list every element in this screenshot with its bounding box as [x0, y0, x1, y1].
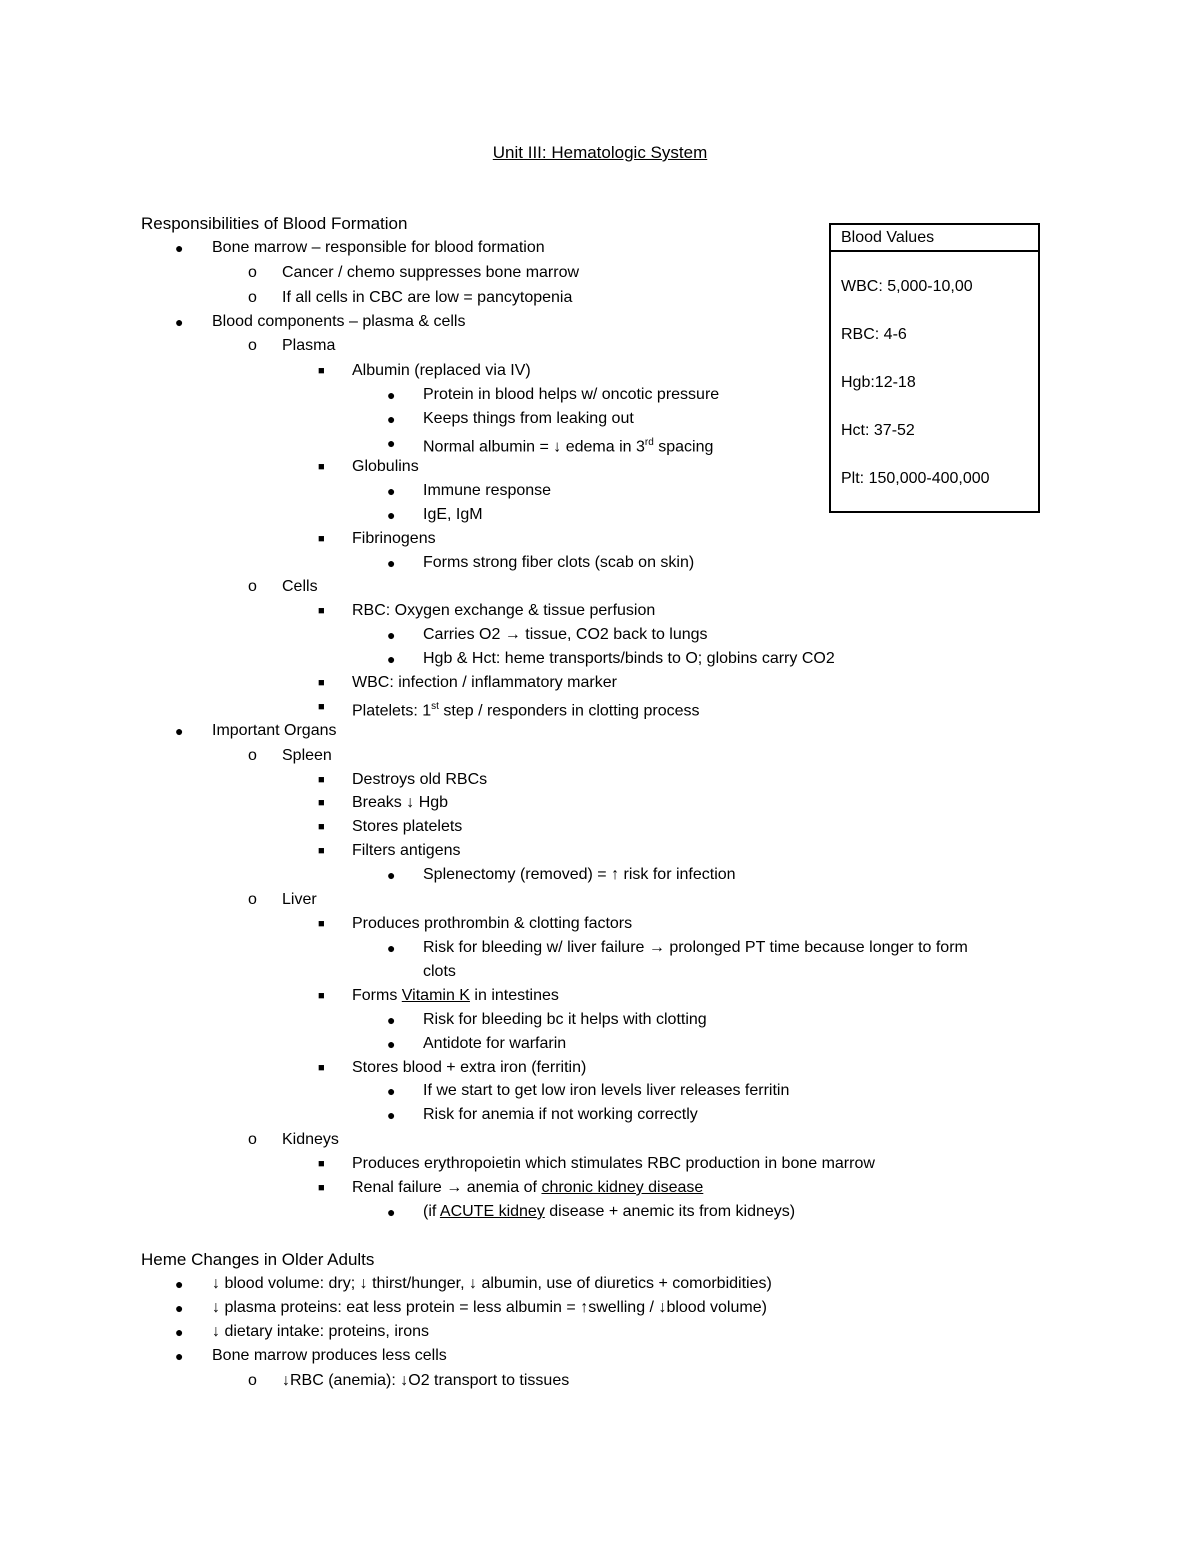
underlined-term: chronic kidney disease	[541, 1179, 704, 1196]
list-item: Important Organs	[212, 722, 337, 739]
value-hgb: Hgb:12-18	[841, 374, 916, 391]
square-mark: ■	[318, 461, 325, 473]
bullet-mark: ●	[387, 411, 396, 427]
value-wbc: WBC: 5,000-10,00	[841, 278, 973, 295]
list-item: Risk for anemia if not working correctly	[423, 1106, 698, 1123]
square-mark: ■	[318, 990, 325, 1002]
list-item: ↓ plasma proteins: eat less protein = less albumin = ↑swelling / ↓blood volume)	[212, 1299, 767, 1316]
list-item: Produces erythropoietin which stimulates RBC production in bone marrow	[352, 1155, 875, 1172]
list-item	[352, 1176, 703, 1200]
value-hct: Hct: 37-52	[841, 422, 915, 439]
list-item: Forms strong fiber clots (scab on skin)	[423, 554, 695, 571]
circle-mark: o	[248, 578, 257, 595]
list-item-text: Forms	[352, 987, 402, 1004]
square-mark: ■	[318, 774, 325, 786]
circle-mark: o	[248, 264, 257, 281]
list-item: IgE, IgM	[423, 506, 483, 523]
square-mark: ■	[318, 797, 325, 809]
bullet-mark: ●	[387, 387, 396, 403]
list-item: ↓RBC (anemia): ↓O2 transport to tissues	[282, 1372, 570, 1389]
list-item-text: step / responders in clotting process	[438, 702, 700, 720]
list-item: Produces prothrombin & clotting factors	[352, 915, 633, 932]
circle-mark: o	[248, 891, 257, 908]
list-item: Blood components – plasma & cells	[212, 313, 466, 330]
list-item: If we start to get low iron levels liver releases ferritin	[423, 1082, 790, 1099]
bullet-mark: ●	[175, 314, 184, 330]
list-item: Spleen	[282, 747, 332, 764]
bullet-mark: ●	[175, 1300, 184, 1316]
square-mark: ■	[318, 918, 325, 930]
square-mark: ■	[318, 365, 325, 377]
list-item: Destroys old RBCs	[352, 771, 488, 788]
list-item: Liver	[282, 891, 317, 908]
bullet-mark: ●	[175, 1276, 184, 1292]
bullet-mark: ●	[387, 1204, 396, 1220]
bullet-mark: ●	[387, 483, 396, 499]
superscript: rd	[644, 437, 654, 448]
list-item: Breaks ↓ Hgb	[352, 794, 449, 811]
list-item: Stores platelets	[352, 818, 463, 835]
bullet-mark: ●	[387, 1036, 396, 1052]
square-mark: ■	[318, 1062, 325, 1074]
list-item: Kidneys	[282, 1131, 339, 1148]
square-mark: ■	[318, 845, 325, 857]
list-item: Albumin (replaced via IV)	[352, 362, 531, 379]
list-item-text: disease + anemic its from kidneys)	[544, 1203, 796, 1220]
value-rbc: RBC: 4-6	[841, 326, 907, 343]
list-item: WBC: infection / inflammatory marker	[352, 674, 617, 691]
bullet-mark: ●	[175, 240, 184, 256]
page-title: Unit III: Hematologic System	[492, 143, 708, 162]
list-item-text: spacing	[653, 438, 714, 456]
bullet-mark: ●	[387, 507, 396, 523]
square-mark: ■	[318, 533, 325, 545]
list-item: Bone marrow produces less cells	[212, 1347, 447, 1364]
blood-values-heading: Blood Values	[831, 225, 1038, 252]
square-mark: ■	[318, 1182, 325, 1194]
list-item: Plasma	[282, 337, 336, 354]
list-item: Globulins	[352, 458, 419, 475]
list-item: Cells	[282, 578, 318, 595]
list-item: Bone marrow – responsible for blood formation	[212, 239, 545, 256]
bullet-mark: ●	[175, 723, 184, 739]
bullet-mark: ●	[387, 651, 396, 667]
list-item: Fibrinogens	[352, 530, 436, 547]
circle-mark: o	[248, 337, 257, 354]
bullet-mark: ●	[387, 555, 396, 571]
blood-values-box	[829, 223, 1040, 513]
list-item: Carries O2 → tissue, CO2 back to lungs	[423, 626, 708, 643]
section-heading-blood-formation: Responsibilities of Blood Formation	[141, 214, 408, 233]
bullet-mark: ●	[175, 1348, 184, 1364]
list-item: Stores blood + extra iron (ferritin)	[352, 1059, 587, 1076]
list-item: Risk for bleeding w/ liver failure → prolonged PT time because longer to form	[423, 939, 968, 956]
list-item: Protein in blood helps w/ oncotic pressure	[423, 386, 720, 403]
list-item: ↓ dietary intake: proteins, irons	[212, 1323, 429, 1340]
list-item	[423, 431, 713, 459]
circle-mark: o	[248, 747, 257, 764]
value-plt: Plt: 150,000-400,000	[841, 470, 990, 487]
list-item-text: Normal albumin = ↓ edema in 3	[423, 438, 645, 456]
list-item: Cancer / chemo suppresses bone marrow	[282, 264, 580, 281]
list-item: Filters antigens	[352, 842, 461, 859]
list-item	[352, 695, 700, 723]
underlined-term: Vitamin K	[401, 987, 470, 1004]
list-item: Splenectomy (removed) = ↑ risk for infection	[423, 866, 736, 883]
bullet-mark: ●	[387, 940, 396, 956]
list-item	[423, 1200, 795, 1224]
list-item-text: in intestines	[469, 987, 559, 1004]
list-item: Risk for bleeding bc it helps with clotting	[423, 1011, 707, 1028]
square-mark: ■	[318, 821, 325, 833]
bullet-mark: ●	[387, 627, 396, 643]
list-item-text: (if	[423, 1203, 440, 1220]
circle-mark: o	[248, 289, 257, 306]
bullet-mark: ●	[387, 867, 396, 883]
superscript: st	[431, 701, 439, 712]
square-mark: ■	[318, 677, 325, 689]
section-heading-older-adults: Heme Changes in Older Adults	[141, 1250, 375, 1269]
list-item-text: Renal failure → anemia of	[352, 1179, 542, 1196]
list-item-text: Platelets: 1	[352, 702, 432, 720]
square-mark: ■	[318, 1158, 325, 1170]
list-item: RBC: Oxygen exchange & tissue perfusion	[352, 602, 656, 619]
bullet-mark: ●	[387, 1012, 396, 1028]
list-item-continued: clots	[423, 963, 456, 980]
bullet-mark: ●	[387, 1083, 396, 1099]
bullet-mark: ●	[387, 1107, 396, 1123]
list-item: ↓ blood volume: dry; ↓ thirst/hunger, ↓ albumin, use of diuretics + comorbidities)	[212, 1275, 772, 1292]
list-item: If all cells in CBC are low = pancytopenia	[282, 289, 573, 306]
list-item: Immune response	[423, 482, 552, 499]
list-item: Antidote for warfarin	[423, 1035, 567, 1052]
circle-mark: o	[248, 1131, 257, 1148]
circle-mark: o	[248, 1372, 257, 1389]
bullet-mark: ●	[387, 435, 396, 451]
square-mark: ■	[318, 701, 325, 713]
square-mark: ■	[318, 605, 325, 617]
underlined-term: ACUTE kidney	[439, 1203, 545, 1220]
list-item	[352, 984, 559, 1008]
bullet-mark: ●	[175, 1324, 184, 1340]
list-item: Keeps things from leaking out	[423, 410, 634, 427]
list-item: Hgb & Hct: heme transports/binds to O; globins carry CO2	[423, 650, 835, 667]
